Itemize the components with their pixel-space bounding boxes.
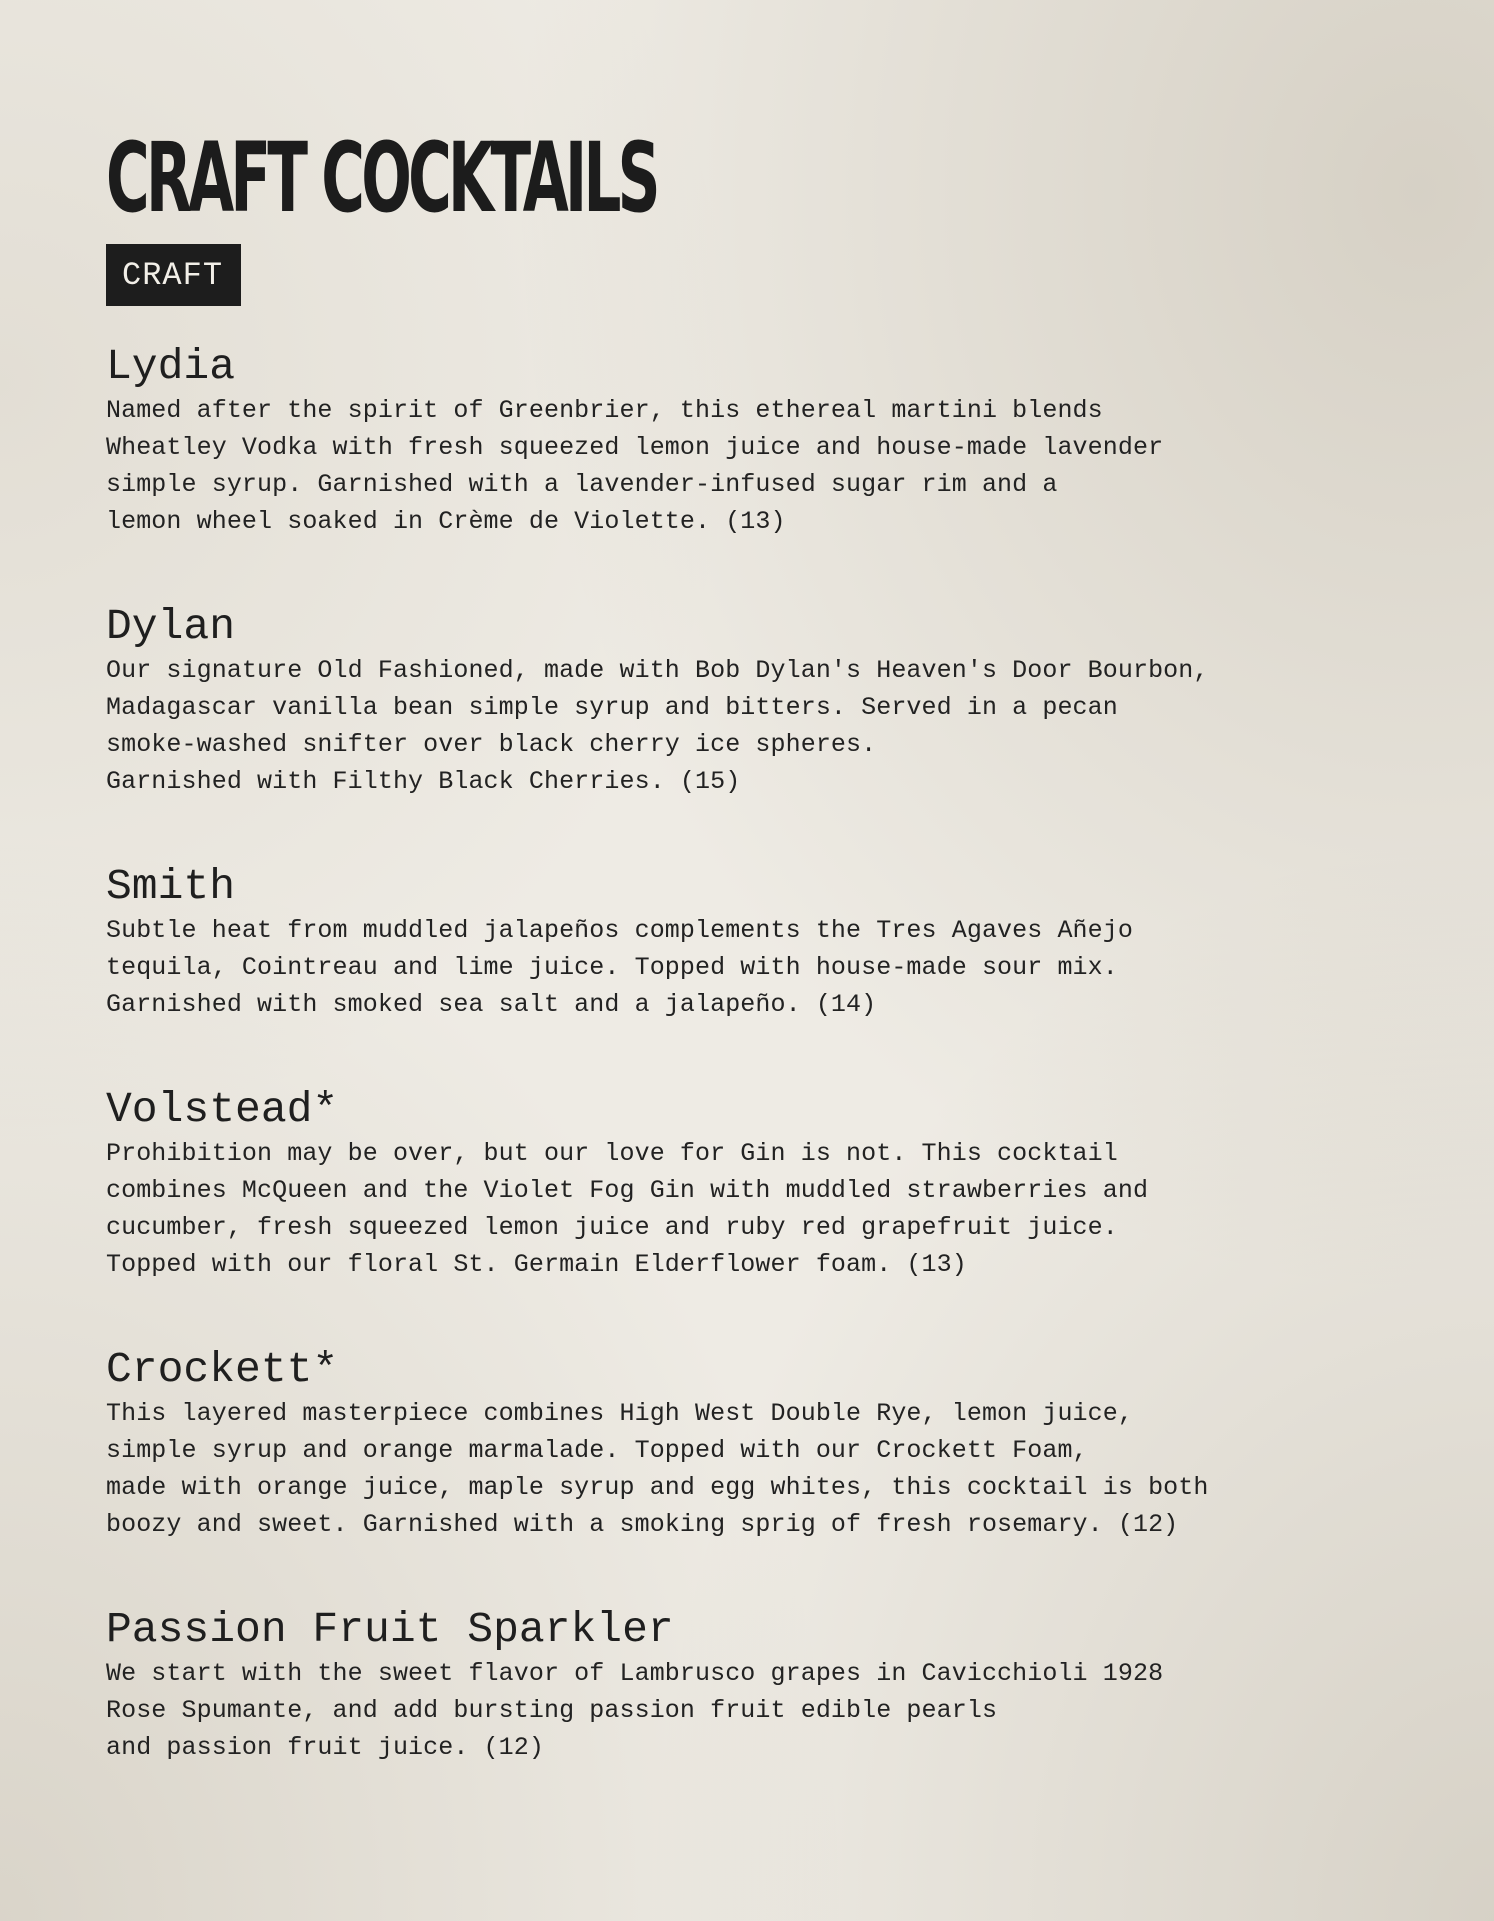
cocktail-description-line: and passion fruit juice. (12) bbox=[106, 1733, 544, 1762]
cocktail-description-line: Garnished with smoked sea salt and a jalapeño. (14) bbox=[106, 990, 877, 1019]
cocktail-description-line: simple syrup. Garnished with a lavender-infused sugar rim and a bbox=[106, 470, 1058, 499]
cocktail-name: Lydia bbox=[106, 342, 236, 391]
cocktail-description-line: Named after the spirit of Greenbrier, this ethereal martini blends bbox=[106, 396, 1103, 425]
cocktail-description-line: This layered masterpiece combines High West Double Rye, lemon juice, bbox=[106, 1399, 1133, 1428]
cocktail-item-volstead bbox=[106, 1087, 1356, 1283]
cocktail-description-line: cucumber, fresh squeezed lemon juice and ruby red grapefruit juice. bbox=[106, 1213, 1118, 1242]
cocktail-item-lydia bbox=[106, 344, 1356, 540]
cocktail-description-line: lemon wheel soaked in Crème de Violette. (13) bbox=[106, 507, 786, 536]
cocktail-description-line: Garnished with Filthy Black Cherries. (15) bbox=[106, 767, 741, 796]
cocktail-description-line: We start with the sweet flavor of Lambrusco grapes in Cavicchioli 1928 bbox=[106, 1659, 1164, 1688]
cocktail-name: Dylan bbox=[106, 602, 236, 651]
cocktail-name: Crockett* bbox=[106, 1345, 339, 1394]
page-title: CRAFT COCKTAILS bbox=[106, 122, 657, 234]
cocktail-description-line: Topped with our floral St. Germain Elderflower foam. (13) bbox=[106, 1250, 967, 1279]
cocktail-description-line: tequila, Cointreau and lime juice. Topped with house-made sour mix. bbox=[106, 953, 1118, 982]
cocktail-item-dylan bbox=[106, 604, 1356, 800]
cocktail-description-line: combines McQueen and the Violet Fog Gin with muddled strawberries and bbox=[106, 1176, 1149, 1205]
cocktail-name: Passion Fruit Sparkler bbox=[106, 1605, 674, 1654]
cocktail-item-smith bbox=[106, 864, 1356, 1023]
cocktail-item-passion-fruit-sparkler bbox=[106, 1607, 1356, 1766]
cocktail-description-line: Madagascar vanilla bean simple syrup and bitters. Served in a pecan bbox=[106, 693, 1118, 722]
cocktail-description-line: Our signature Old Fashioned, made with Bob Dylan's Heaven's Door Bourbon, bbox=[106, 656, 1209, 685]
cocktail-description-line: Rose Spumante, and add bursting passion fruit edible pearls bbox=[106, 1696, 998, 1725]
cocktail-description-line: boozy and sweet. Garnished with a smoking sprig of fresh rosemary. (12) bbox=[106, 1510, 1179, 1539]
cocktail-list bbox=[106, 344, 1356, 1766]
cocktail-name: Volstead* bbox=[106, 1085, 339, 1134]
cocktail-description-line: made with orange juice, maple syrup and egg whites, this cocktail is both bbox=[106, 1473, 1209, 1502]
menu-page bbox=[106, 122, 1356, 1830]
cocktail-description-line: Prohibition may be over, but our love for Gin is not. This cocktail bbox=[106, 1139, 1118, 1168]
cocktail-item-crockett bbox=[106, 1347, 1356, 1543]
cocktail-name: Smith bbox=[106, 862, 236, 911]
cocktail-description-line: smoke-washed snifter over black cherry ice spheres. bbox=[106, 730, 877, 759]
cocktail-description-line: Wheatley Vodka with fresh squeezed lemon juice and house-made lavender bbox=[106, 433, 1164, 462]
cocktail-description-line: simple syrup and orange marmalade. Topped with our Crockett Foam, bbox=[106, 1436, 1088, 1465]
section-badge: CRAFT bbox=[106, 244, 241, 306]
cocktail-description-line: Subtle heat from muddled jalapeños complements the Tres Agaves Añejo bbox=[106, 916, 1133, 945]
